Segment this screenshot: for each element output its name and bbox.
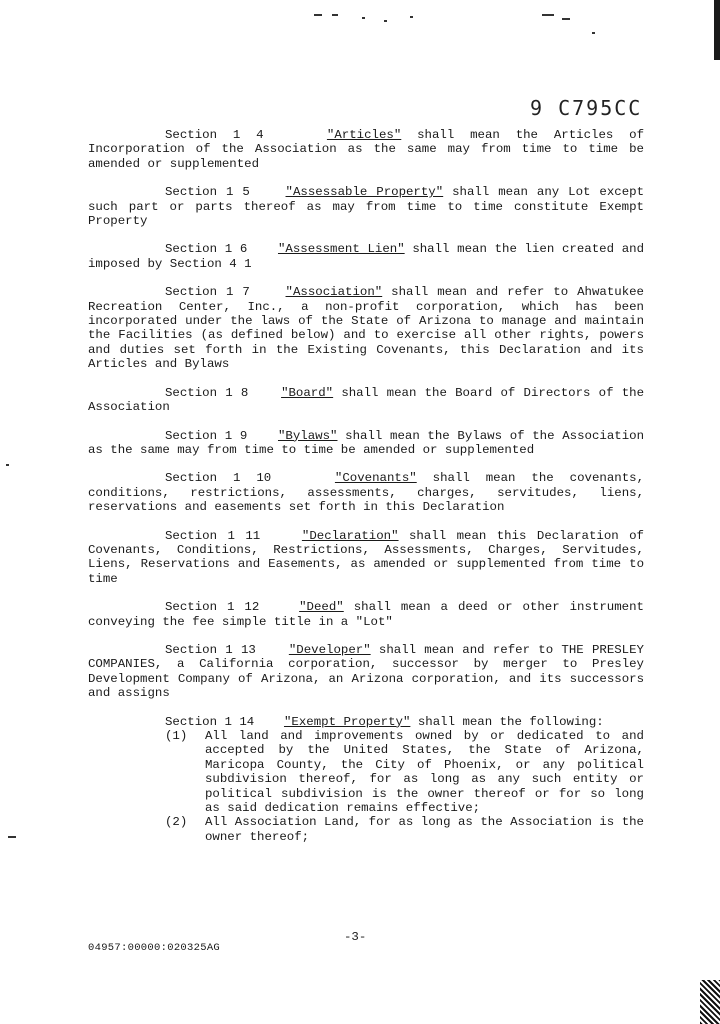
defined-term: "Covenants" bbox=[334, 471, 417, 486]
page-number: -3- bbox=[344, 930, 367, 944]
section-paragraph: Section 1 6 "Assessment Lien" shall mean the lien created and imposed by Section 4 1 bbox=[88, 242, 645, 271]
scan-tick bbox=[8, 836, 16, 838]
section-paragraph: Section 1 10 "Covenants" shall mean the covenants, conditions, restrictions, assessments, charges, servitudes, liens, reservations and easements set forth in this Declaration bbox=[88, 471, 645, 515]
footer-code: 04957:00000:020325AG bbox=[88, 942, 221, 954]
scan-tick bbox=[6, 464, 9, 466]
document-number: 9 C795CC bbox=[530, 96, 643, 120]
section-paragraph: Section 1 7 "Association" shall mean and refer to Ahwatukee Recreation Center, Inc., a non-profit corporation, which has been incorporated under the laws of the State of Arizona to manage and maintain the Facilities (as defined below) and to exercise all other rights, powers and duties set forth in the Existing Covenants, this Declaration and its Articles and Bylaws bbox=[88, 285, 644, 372]
section-paragraph: Section 1 9 "Bylaws" shall mean the Bylaws of the Association as the same may from time to time be amended or supplemented bbox=[88, 428, 645, 457]
scan-edge-bar bbox=[714, 0, 720, 60]
defined-term: "Exempt Property" bbox=[283, 714, 411, 729]
section-paragraph: Section 1 11 "Declaration" shall mean this Declaration of Covenants, Conditions, Restrictions, Assessments, Charges, Servitudes, Liens, Reservations and Easements, as amended or supplemented from time to time bbox=[88, 528, 644, 586]
section-paragraph: Section 1 4 "Articles" shall mean the Articles of Incorporation of the Association as the same may from time to time be amended or supplemented bbox=[88, 128, 645, 171]
section-paragraph: Section 1 12 "Deed" shall mean a deed or other instrument conveying the fee simple title in a "Lot" bbox=[88, 600, 644, 629]
defined-term: "Declaration" bbox=[301, 528, 399, 543]
section-paragraph: Section 1 8 "Board" shall mean the Board of Directors of the Association bbox=[88, 385, 645, 415]
list-item: (1) All land and improvements owned by or dedicated to and accepted by the United States, the State of Arizona, Maricopa County, the City of Phoenix, or any political subdivision thereof, for as long as any such entity or political subdivision is the owner thereof or for so long as said dedication remains effective; bbox=[165, 729, 644, 816]
defined-term: "Bylaws" bbox=[277, 428, 338, 443]
section-paragraph: Section 1 13 "Developer" shall mean and refer to THE PRESLEY COMPANIES, a California corporation, successor by merger to Presley Development Company of Arizona, an Arizona corporation, and its successors and assigns bbox=[88, 642, 644, 701]
defined-term: "Developer" bbox=[288, 642, 371, 657]
defined-term: "Assessable Property" bbox=[285, 185, 444, 200]
scan-corner-mark bbox=[700, 980, 720, 1024]
defined-term: "Articles" bbox=[326, 128, 402, 142]
section-paragraph: Section 1 5 "Assessable Property" shall mean any Lot except such part or parts thereof as may from time to time constitute Exempt Property bbox=[88, 185, 644, 229]
list-number: (1) bbox=[165, 729, 188, 743]
list-item: (2) All Association Land, for as long as the Association is the owner thereof; bbox=[165, 815, 644, 844]
section-paragraph: Section 1 14 "Exempt Property" shall mean the following: bbox=[165, 714, 604, 729]
defined-term: "Deed" bbox=[299, 600, 344, 615]
defined-term: "Association" bbox=[285, 285, 383, 300]
defined-term: "Assessment Lien" bbox=[277, 242, 405, 257]
list-number: (2) bbox=[165, 815, 188, 830]
scan-specks bbox=[300, 8, 600, 28]
defined-term: "Board" bbox=[281, 385, 334, 400]
document-body bbox=[88, 128, 644, 844]
